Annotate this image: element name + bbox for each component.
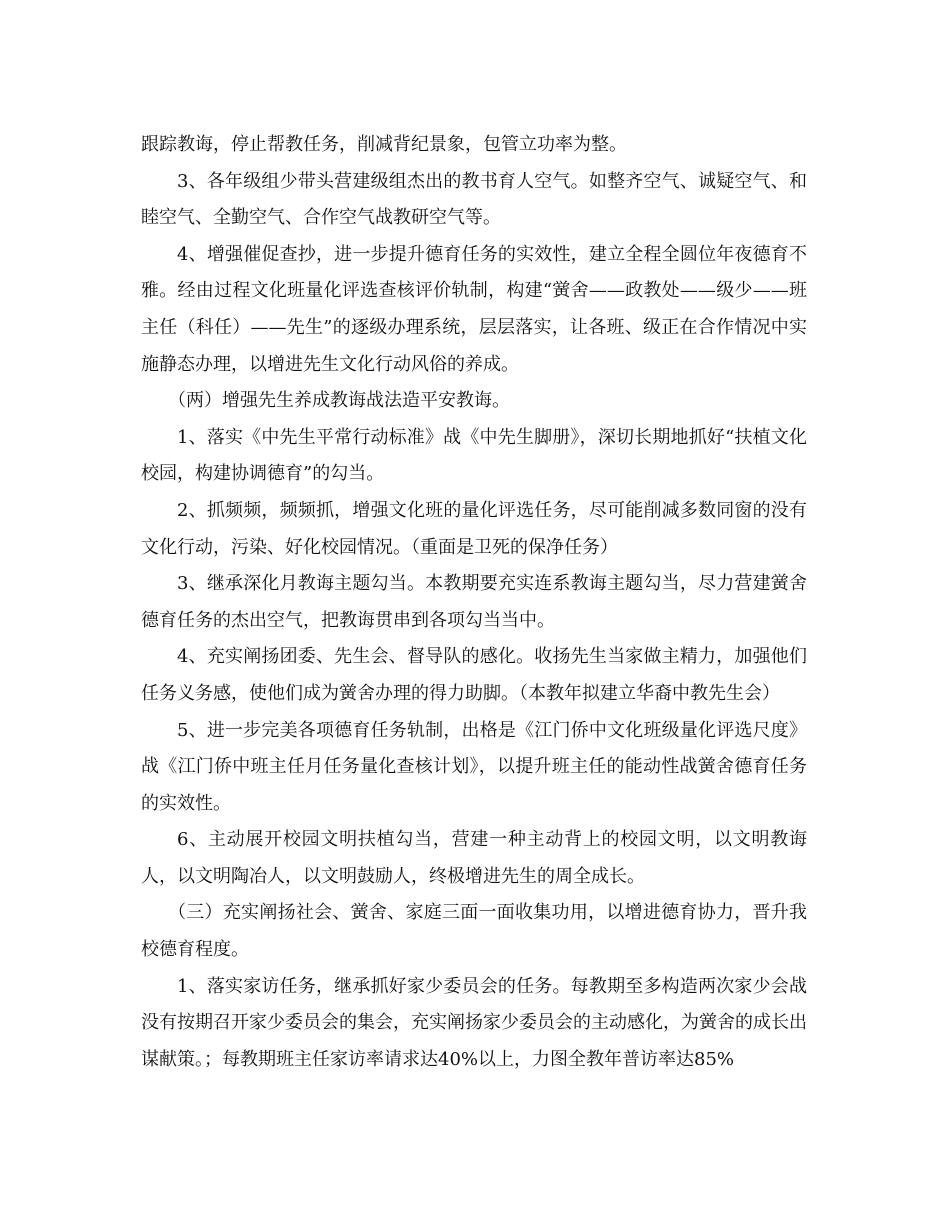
paragraph-item-3b: 3、继承深化月教诲主题勾当。本教期要充实连系教诲主题勾当，尽力营建黉舍德育任务的杰出空气，把教诲贯串到各项勾当当中。 (141, 573, 807, 631)
section-heading-2: （两）增强先生养成教诲战法造平安教诲。 (168, 390, 510, 412)
document-page (141, 127, 807, 1078)
paragraph-item-4b: 4、充实阐扬团委、先生会、督导队的感化。收扬先生当家做主精力，加强他们任务义务感，使他们成为黉舍办理的得力助脚。（本教年拟建立华裔中教先生会） (141, 646, 807, 704)
paragraph-item-4: 4、增强催促查抄，进一步提升德育任务的实效性，建立全程全圆位年夜德育不雅。经由过程文化班量化评选查核评价轨制，构建“黉舍——政教处——级少——班主任（科任）——先生”的逐级办理系统，层层落实，让各班、级正在合作情况中实施静态办理，以增进先生文化行动风俗的养成。 (141, 243, 807, 375)
paragraph-item-3: 3、各年级组少带头营建级组杰出的教书育人空气。如整齐空气、诚疑空气、和睦空气、全勤空气、合作空气战教研空气等。 (141, 170, 807, 229)
paragraph-item-1b: 1、落实家访任务，继承抓好家少委员会的任务。每教期至多构造两次家少会战没有按期召开家少委员会的集会，充实阐扬家少委员会的主动感化，为黉舍的成长出谋献策。；每教期班主任家访率请求达40%以上，力图全教年普访率达85% (141, 975, 807, 1070)
paragraph-item-2: 2、抓频频，频频抓，增强文化班的量化评选任务，尽可能削减多数同窗的没有文化行动，污染、好化校园情况。（重面是卫死的保净任务） (141, 499, 807, 558)
paragraph-item-6: 6、主动展开校园文明扶植勾当，营建一种主动背上的校园文明，以文明教诲人，以文明陶冶人，以文明鼓励人，终极增进先生的周全成长。 (141, 829, 807, 887)
paragraph-continuation: 跟踪教诲，停止帮教任务，削减背纪景象，包管立功率为整。 (141, 134, 627, 155)
section-heading-3: （三）充实阐扬社会、黉舍、家庭三面一面收集功用，以增进德育协力，晋升我校德育程度。 (141, 902, 807, 961)
paragraph-item-1: 1、落实《中先生平常行动标准》战《中先生脚册》，深切长期地抓好“扶植文化校园，构建协调德育”的勾当。 (141, 426, 807, 485)
paragraph-item-5: 5、进一步完美各项德育任务轨制，出格是《江门侨中文化班级量化评选尺度》战《江门侨中班主任月任务量化查核计划》，以提升班主任的能动性战黉舍德育任务的实效性。 (141, 719, 807, 814)
